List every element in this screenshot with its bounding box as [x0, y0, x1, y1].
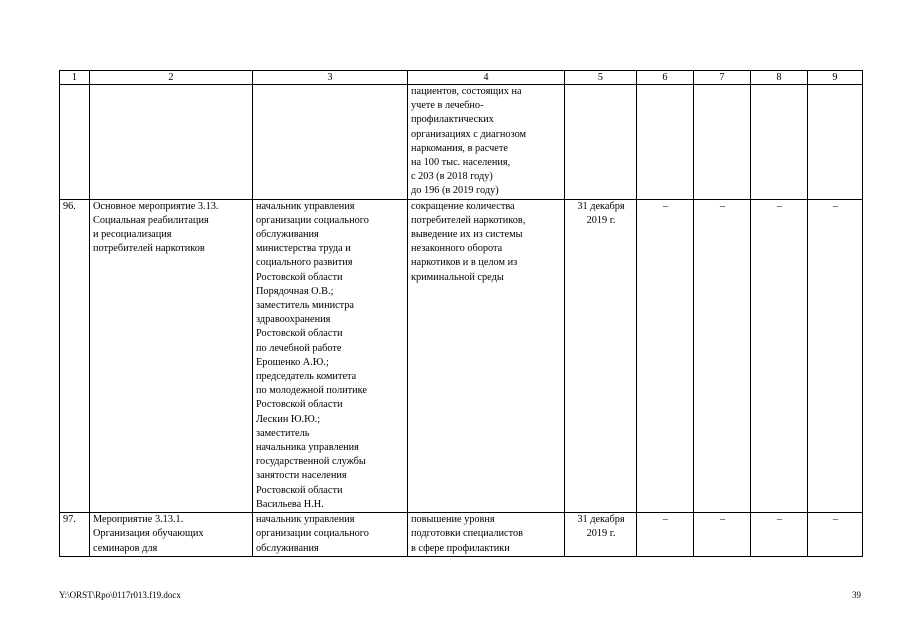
expected-result: сокращение количества потребителей наркотиков, выведение их из системы незаконного оборота наркотиков и в целом из криминальной среды: [408, 199, 565, 512]
cell-col-8: –: [751, 513, 808, 557]
cell-col-8: [751, 85, 808, 200]
table-row: [60, 513, 863, 557]
deadline-date: 31 декабря 2019 г.: [565, 199, 637, 512]
column-number-1: 1: [60, 71, 90, 85]
responsible-persons: начальник управления организации социального обслуживания: [253, 513, 408, 557]
row-number: [60, 85, 90, 200]
expected-result: повышение уровня подготовки специалистов в сфере профилактики: [408, 513, 565, 557]
cell-col-7: –: [694, 513, 751, 557]
row-number: 97.: [60, 513, 90, 557]
column-number-header-row: [60, 71, 863, 85]
column-number-7: 7: [694, 71, 751, 85]
cell-col-6: –: [637, 199, 694, 512]
responsible-persons: [253, 85, 408, 200]
table-row: [60, 85, 863, 200]
cell-col-9: [808, 85, 863, 200]
cell-col-9: –: [808, 513, 863, 557]
event-name: [90, 85, 253, 200]
cell-col-6: [637, 85, 694, 200]
cell-col-8: –: [751, 199, 808, 512]
document-table: [59, 70, 863, 557]
deadline-date: [565, 85, 637, 200]
expected-result: пациентов, состоящих на учете в лечебно- профилактических организациях с диагнозом наркомания, в расчете на 100 тыс. населения, с 203 (в 2018 году) до 196 (в 2019 году): [408, 85, 565, 200]
responsible-persons: начальник управления организации социального обслуживания министерства труда и социального развития Ростовской области Порядочная О.В.; заместитель министра здравоохранения Ростовской области по лечебной работе Ерошенко А.Ю.; председатель комитета по молодежной политике Ростовской области Лескин Ю.Ю.; заместитель начальника управления государственной службы занятости населения Ростовской области Васильева Н.Н.: [253, 199, 408, 512]
cell-col-7: –: [694, 199, 751, 512]
row-number: 96.: [60, 199, 90, 512]
event-name: Мероприятие 3.13.1. Организация обучающих семинаров для: [90, 513, 253, 557]
event-name: Основное мероприятие 3.13. Социальная реабилитация и ресоциализация потребителей наркотиков: [90, 199, 253, 512]
column-number-6: 6: [637, 71, 694, 85]
table-row: [60, 199, 863, 512]
page-number: 39: [852, 590, 861, 600]
column-number-3: 3: [253, 71, 408, 85]
column-number-2: 2: [90, 71, 253, 85]
cell-col-6: –: [637, 513, 694, 557]
column-number-8: 8: [751, 71, 808, 85]
footer-file-path: Y:\ORST\Rpo\0117r013.f19.docx: [59, 590, 181, 600]
column-number-5: 5: [565, 71, 637, 85]
column-number-4: 4: [408, 71, 565, 85]
column-number-9: 9: [808, 71, 863, 85]
cell-col-7: [694, 85, 751, 200]
cell-col-9: –: [808, 199, 863, 512]
deadline-date: 31 декабря 2019 г.: [565, 513, 637, 557]
